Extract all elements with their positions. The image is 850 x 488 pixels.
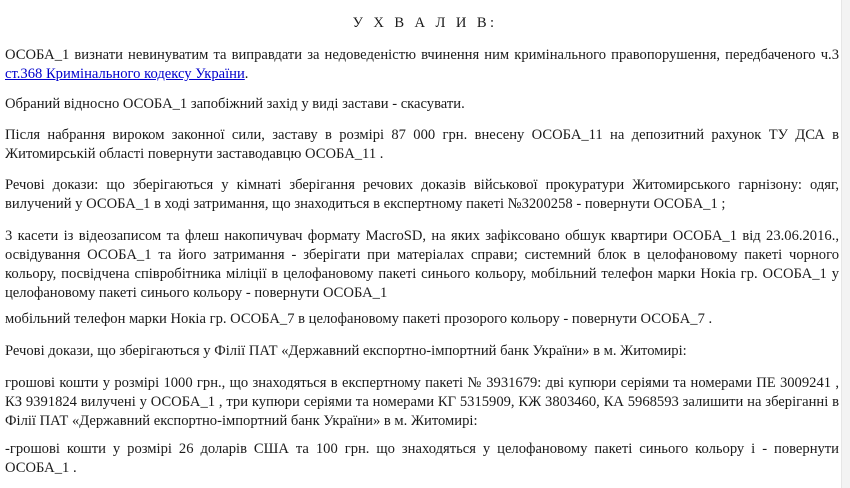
paragraph-evidence-clothing bbox=[5, 176, 839, 214]
paragraph-evidence-cash bbox=[5, 374, 839, 431]
paragraph-line: кольору, посвідчена співробітника міліції в целофановому пакеті синього кольору, мобільний телефон марки Нокіа гр. ОСОБА_1 у bbox=[5, 266, 839, 282]
paragraph-line: КЗ 9391824 вилучені у ОСОБА_1 , три купюри серіями та номерами КГ 5315909, КЖ 3803460, КА 5968593 залишити на зберіганні в bbox=[5, 394, 839, 410]
verdict-heading: У Х В А Л И В: bbox=[352, 15, 498, 31]
paragraph-acquittal bbox=[5, 46, 839, 84]
paragraph-line: грошові кошти у розмірі 1000 грн., що знаходяться в експертному пакеті № 3931679: дві купюри серіями та номерами ПЕ 3009241 , bbox=[5, 375, 839, 391]
paragraph-evidence-media bbox=[5, 227, 839, 303]
paragraph-evidence-bank bbox=[5, 342, 839, 361]
paragraph-bail-cancel bbox=[5, 95, 839, 114]
paragraph-line: Філії ПАТ «Державний експортно-імпортний банк України» в м. Житомирі: bbox=[5, 413, 478, 429]
paragraph-line: ОСОБА_1 визнати невинуватим та виправдати за недоведеністю вчинення ним кримінального правопорушення, передбаченого ч.3 bbox=[5, 47, 839, 63]
paragraph-line: целофановому пакеті синього кольору - повернути ОСОБА_1 bbox=[5, 285, 388, 301]
paragraph-punctuation: . bbox=[244, 66, 249, 82]
paragraph-line: Обраний відносно ОСОБА_1 запобіжний захід у виді застави - скасувати. bbox=[5, 96, 465, 112]
paragraph-line: ОСОБА_1 . bbox=[5, 460, 77, 476]
paragraph-evidence-usd bbox=[5, 440, 839, 478]
criminal-code-link[interactable]: ст.368 Кримінального кодексу України bbox=[5, 66, 245, 82]
paragraph-line: Речові докази: що зберігаються у кімнаті зберігання речових доказів військової прокуратури Житомирського гарнізону: одяг, bbox=[5, 177, 839, 193]
paragraph-line: Житомирській області повернути заставодавцю ОСОБА_11 . bbox=[5, 146, 384, 162]
vertical-scrollbar[interactable] bbox=[841, 0, 850, 488]
paragraph-line bbox=[5, 65, 839, 84]
paragraph-evidence-phone bbox=[5, 310, 839, 329]
paragraph-bail-return bbox=[5, 126, 839, 164]
paragraph-line: -грошові кошти у розмірі 26 доларів США та 100 грн. що знаходяться у целофановому пакеті синього кольору і - повернути bbox=[5, 441, 839, 457]
paragraph-line: вилучений у ОСОБА_1 в ході затримання, що знаходиться в експертному пакеті №3200258 - повернути ОСОБА_1 ; bbox=[5, 196, 726, 212]
paragraph-line: Речові докази, що зберігаються у Філії ПАТ «Державний експортно-імпортний банк України» в м. Житомирі: bbox=[5, 343, 687, 359]
paragraph-line: 3 касети із відеозаписом та флеш накопичувач формату MacroSD, на яких зафіксовано обшук квартири ОСОБА_1 від 23.06.2016., bbox=[5, 228, 839, 244]
paragraph-line: освідування ОСОБА_1 та його затримання - зберігати при матеріалах справи; системний блок в целофановому пакеті чорного bbox=[5, 247, 839, 263]
paragraph-line: мобільний телефон марки Нокіа гр. ОСОБА_7 в целофановому пакеті прозорого кольору - повернути ОСОБА_7 . bbox=[5, 311, 713, 327]
paragraph-line: Після набрання вироком законної сили, заставу в розмірі 87 000 грн. внесену ОСОБА_11 на депозитний рахунок ТУ ДСА в bbox=[5, 127, 839, 143]
